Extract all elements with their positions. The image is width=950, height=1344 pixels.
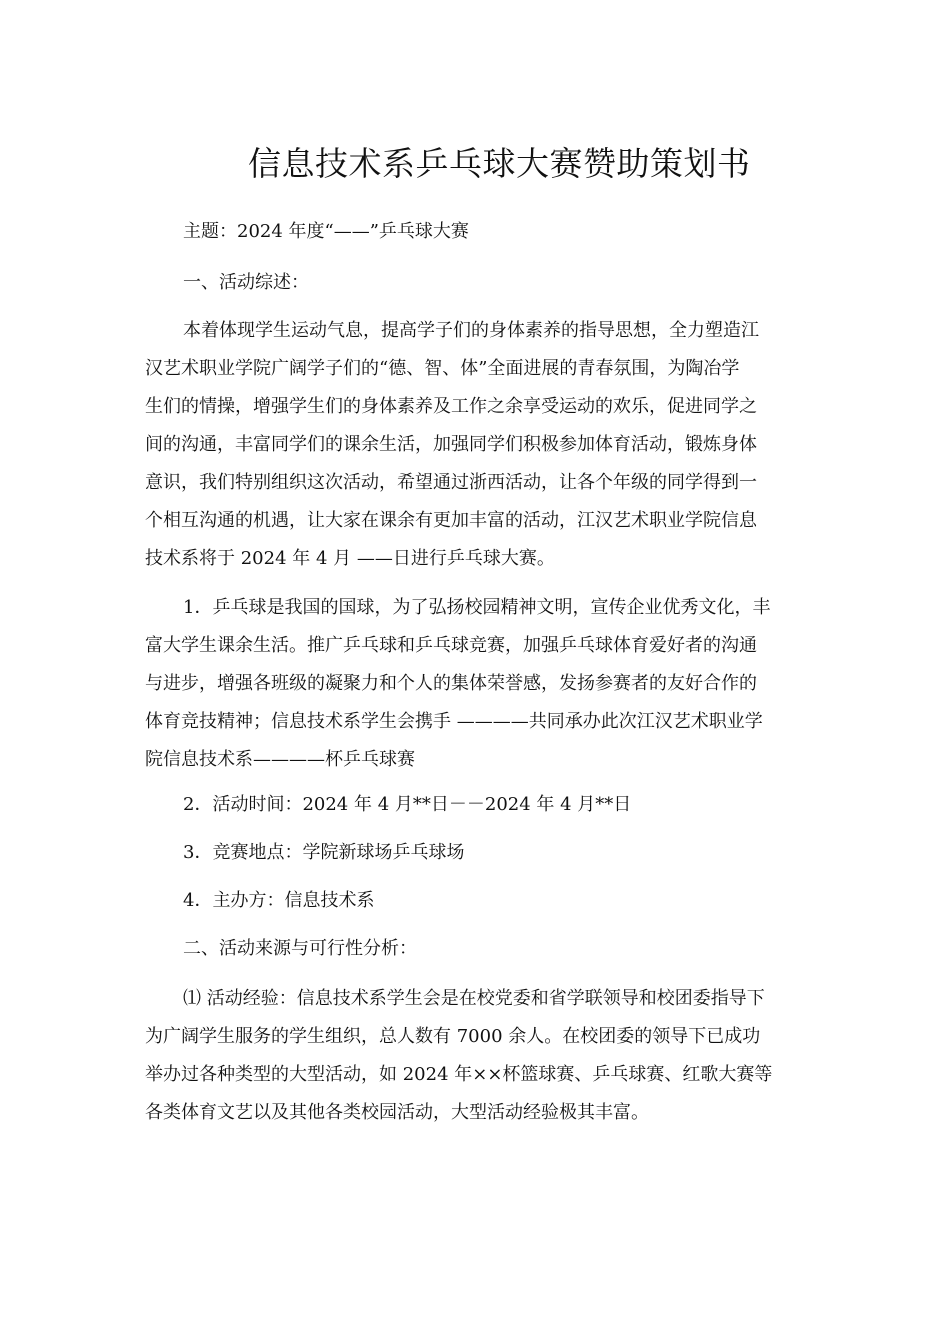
item1-line: 1．乒乓球是我国的国球，为了弘扬校园精神文明，宣传企业优秀文化，丰 — [183, 597, 771, 618]
section2-paragraph-line: 为广阔学生服务的学生组织，总人数有 7000 余人。在校团委的领导下已成功 — [145, 1026, 761, 1047]
section1-paragraph-line: 意识，我们特别组织这次活动，希望通过浙西活动，让各个年级的同学得到一 — [145, 472, 757, 493]
section2-paragraph-line: 各类体育文艺以及其他各类校园活动，大型活动经验极其丰富。 — [145, 1102, 649, 1123]
item1-line: 富大学生课余生活。推广乒乓球和乒乓球竞赛，加强乒乓球体育爱好者的沟通 — [145, 635, 757, 656]
theme-line: 主题：2024 年度“——”乒乓球大赛 — [183, 221, 469, 242]
document-title: 信息技术系乒乓球大赛赞助策划书 — [248, 144, 751, 183]
item4-organizer: 4．主办方：信息技术系 — [183, 890, 375, 911]
section1-paragraph-line: 个相互沟通的机遇，让大家在课余有更加丰富的活动，江汉艺术职业学院信息 — [145, 510, 757, 531]
section1-heading: 一、活动综述： — [183, 272, 309, 293]
section1-paragraph-line: 汉艺术职业学院广阔学子们的“德、智、体”全面进展的青春氛围，为陶冶学 — [145, 358, 740, 379]
section2-paragraph-line: ⑴ 活动经验：信息技术系学生会是在校党委和省学联领导和校团委指导下 — [183, 988, 765, 1009]
section2-heading: 二、活动来源与可行性分析： — [183, 938, 417, 959]
item1-line: 院信息技术系————杯乒乓球赛 — [145, 749, 415, 770]
section2-paragraph-line: 举办过各种类型的大型活动，如 2024 年××杯篮球赛、乒乓球赛、红歌大赛等 — [145, 1064, 773, 1085]
section1-paragraph-line: 生们的情操，增强学生们的身体素养及工作之余享受运动的欢乐，促进同学之 — [145, 396, 757, 417]
item1-line: 体育竞技精神；信息技术系学生会携手 ————共同承办此次江汉艺术职业学 — [145, 711, 763, 732]
section1-paragraph-line: 技术系将于 2024 年 4 月 ——日进行乒乓球大赛。 — [145, 548, 555, 569]
item3-venue: 3．竞赛地点：学院新球场乒乓球场 — [183, 842, 465, 863]
section1-paragraph-line: 本着体现学生运动气息，提高学子们的身体素养的指导思想，全力塑造江 — [183, 320, 759, 341]
section1-paragraph-line: 间的沟通，丰富同学们的课余生活，加强同学们积极参加体育活动，锻炼身体 — [145, 434, 757, 455]
item1-line: 与进步，增强各班级的凝聚力和个人的集体荣誉感，发扬参赛者的友好合作的 — [145, 673, 757, 694]
item2-activity-time: 2．活动时间：2024 年 4 月**日－－2024 年 4 月**日 — [183, 794, 632, 815]
